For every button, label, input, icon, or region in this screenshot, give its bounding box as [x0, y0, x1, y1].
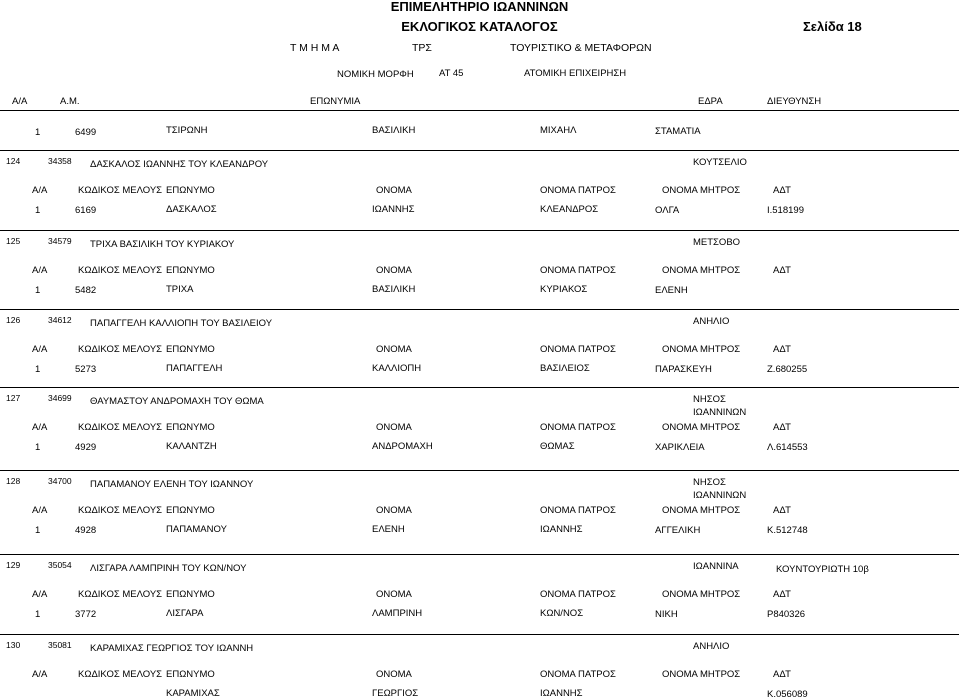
member-aa: 1: [35, 609, 41, 620]
record-edra-line2: ΙΩΑΝΝΙΝΩΝ: [693, 407, 747, 418]
member-col-name: ΟΝΟΜΑ: [376, 589, 412, 600]
member-col-mother: ΟΝΟΜΑ ΜΗΤΡΟΣ: [662, 422, 741, 433]
member-surname: ΚΑΛΑΝΤΖΗ: [166, 441, 217, 452]
record-edra: ΚΟΥΤΣΕΛΙΟ: [693, 157, 747, 168]
member-name: ΓΕΩΡΓΙΟΣ: [372, 688, 419, 699]
member-id-number: Λ.614553: [767, 442, 808, 453]
record-am: 34579: [48, 236, 72, 246]
member-id-number: Κ.512748: [767, 525, 808, 536]
member-aa: 1: [35, 285, 41, 296]
member-code: 6169: [75, 205, 97, 216]
member-surname: ΛΙΣΓΑΡΑ: [166, 608, 204, 619]
member-col-code: ΚΩΔΙΚΟΣ ΜΕΛΟΥΣ: [78, 589, 163, 600]
member-surname: ΚΑΡΑΜΙΧΑΣ: [166, 688, 220, 699]
member-col-mother: ΟΝΟΜΑ ΜΗΤΡΟΣ: [662, 589, 741, 600]
member-aa: 1: [35, 364, 41, 375]
member-col-father: ΟΝΟΜΑ ΠΑΤΡΟΣ: [540, 344, 616, 355]
legal-form-name: ΑΤΟΜΙΚΗ ΕΠΙΧΕΙΡΗΣΗ: [524, 68, 627, 79]
record-aa: 130: [6, 640, 21, 650]
record-eponymia: ΠΑΠΑΜΑΝΟΥ ΕΛΕΝΗ ΤΟΥ ΙΩΑΝΝΟΥ: [90, 479, 254, 490]
member-col-aa: Α/Α: [32, 669, 48, 680]
legal-form-code: ΑΤ 45: [439, 68, 464, 79]
record-aa: 126: [6, 315, 21, 325]
record-edra: ΑΝΗΛΙΟ: [693, 316, 730, 327]
member-father: ΙΩΑΝΝΗΣ: [540, 688, 583, 699]
record-am: 35081: [48, 640, 72, 650]
member-mother: ΑΓΓΕΛΙΚΗ: [655, 525, 701, 536]
member-col-mother: ΟΝΟΜΑ ΜΗΤΡΟΣ: [662, 505, 741, 516]
record-eponymia: ΛΙΣΓΑΡΑ ΛΑΜΠΡΙΝΗ ΤΟΥ ΚΩΝ/ΝΟΥ: [90, 563, 247, 574]
member-col-code: ΚΩΔΙΚΟΣ ΜΕΛΟΥΣ: [78, 185, 163, 196]
member-code: 4929: [75, 442, 97, 453]
member-aa: 1: [35, 442, 41, 453]
member-col-mother: ΟΝΟΜΑ ΜΗΤΡΟΣ: [662, 344, 741, 355]
member-mother: ΝΙΚΗ: [655, 609, 678, 620]
member-mother: ΣΤΑΜΑΤΙΑ: [655, 126, 701, 137]
member-father: ΚΥΡΙΑΚΟΣ: [540, 284, 588, 295]
member-col-surname: ΕΠΩΝΥΜΟ: [166, 185, 215, 196]
member-code: 5273: [75, 364, 97, 375]
record-divider: [0, 150, 959, 151]
member-code: 6499: [75, 127, 97, 138]
member-col-father: ΟΝΟΜΑ ΠΑΤΡΟΣ: [540, 589, 616, 600]
record-edra-line2: ΙΩΑΝΝΙΝΩΝ: [693, 490, 747, 501]
section-label: Τ Μ Η Μ Α: [290, 42, 340, 54]
col-eponymia: ΕΠΩΝΥΜΙΑ: [310, 96, 361, 107]
record-am: 34699: [48, 393, 72, 403]
member-aa: 1: [35, 127, 41, 138]
member-code: 3772: [75, 609, 97, 620]
member-col-surname: ΕΠΩΝΥΜΟ: [166, 265, 215, 276]
member-col-aa: Α/Α: [32, 185, 48, 196]
record-address: ΚΟΥΝΤΟΥΡΙΩΤΗ 10β: [776, 564, 869, 575]
member-id-number: Κ.056089: [767, 689, 808, 700]
record-edra: ΝΗΣΟΣ: [693, 394, 726, 405]
member-col-id: ΑΔΤ: [773, 344, 791, 355]
record-eponymia: ΤΡΙΧΑ ΒΑΣΙΛΙΚΗ ΤΟΥ ΚΥΡΙΑΚΟΥ: [90, 239, 235, 250]
member-col-code: ΚΩΔΙΚΟΣ ΜΕΛΟΥΣ: [78, 344, 163, 355]
member-col-code: ΚΩΔΙΚΟΣ ΜΕΛΟΥΣ: [78, 422, 163, 433]
member-code: 4928: [75, 525, 97, 536]
member-surname: ΤΣΙΡΩΝΗ: [166, 125, 208, 136]
member-surname: ΤΡΙΧΑ: [166, 284, 194, 295]
member-name: ΑΝΔΡΟΜΑΧΗ: [372, 441, 433, 452]
record-aa: 125: [6, 236, 21, 246]
member-mother: ΟΛΓΑ: [655, 205, 680, 216]
member-col-name: ΟΝΟΜΑ: [376, 505, 412, 516]
record-edra: ΜΕΤΣΟΒΟ: [693, 237, 741, 248]
legal-form-label: ΝΟΜΙΚΗ ΜΟΡΦΗ: [337, 69, 414, 80]
member-col-aa: Α/Α: [32, 589, 48, 600]
member-col-surname: ΕΠΩΝΥΜΟ: [166, 669, 215, 680]
col-aa: Α/Α: [12, 96, 28, 107]
member-name: ΕΛΕΝΗ: [372, 524, 405, 535]
record-divider: [0, 230, 959, 231]
page-number: Σελίδα 18: [803, 19, 862, 34]
record-divider: [0, 470, 959, 471]
record-aa: 128: [6, 476, 21, 486]
member-name: ΛΑΜΠΡΙΝΗ: [372, 608, 423, 619]
member-aa: 1: [35, 525, 41, 536]
member-col-code: ΚΩΔΙΚΟΣ ΜΕΛΟΥΣ: [78, 265, 163, 276]
member-name: ΒΑΣΙΛΙΚΗ: [372, 125, 416, 136]
member-id-number: Ρ840326: [767, 609, 806, 620]
record-edra: ΝΗΣΟΣ: [693, 477, 726, 488]
member-father: ΜΙΧΑΗΛ: [540, 125, 577, 136]
member-aa: 1: [35, 205, 41, 216]
member-col-surname: ΕΠΩΝΥΜΟ: [166, 344, 215, 355]
member-col-surname: ΕΠΩΝΥΜΟ: [166, 422, 215, 433]
member-mother: ΧΑΡΙΚΛΕΙΑ: [655, 442, 705, 453]
record-aa: 129: [6, 560, 21, 570]
member-father: ΚΩΝ/ΝΟΣ: [540, 608, 584, 619]
section-code: ΤΡΣ: [412, 42, 432, 54]
catalog-title: ΕΚΛΟΓΙΚΟΣ ΚΑΤΑΛΟΓΟΣ: [401, 19, 558, 34]
record-eponymia: ΘΑΥΜΑΣΤΟΥ ΑΝΔΡΟΜΑΧΗ ΤΟΥ ΘΩΜΑ: [90, 396, 264, 407]
col-am: Α.Μ.: [60, 96, 80, 107]
member-col-name: ΟΝΟΜΑ: [376, 669, 412, 680]
member-surname: ΠΑΠΑΓΓΕΛΗ: [166, 363, 223, 374]
member-mother: ΠΑΡΑΣΚΕΥΗ: [655, 364, 712, 375]
member-col-id: ΑΔΤ: [773, 505, 791, 516]
member-col-father: ΟΝΟΜΑ ΠΑΤΡΟΣ: [540, 669, 616, 680]
member-code: 5482: [75, 285, 97, 296]
member-name: ΚΑΛΛΙΟΠΗ: [372, 363, 422, 374]
member-father: ΘΩΜΑΣ: [540, 441, 575, 452]
member-surname: ΔΑΣΚΑΛΟΣ: [166, 204, 217, 215]
record-divider: [0, 554, 959, 555]
member-col-aa: Α/Α: [32, 344, 48, 355]
header-divider: [0, 110, 959, 111]
record-divider: [0, 634, 959, 635]
member-col-mother: ΟΝΟΜΑ ΜΗΤΡΟΣ: [662, 669, 741, 680]
member-col-aa: Α/Α: [32, 265, 48, 276]
member-name: ΒΑΣΙΛΙΚΗ: [372, 284, 416, 295]
member-col-father: ΟΝΟΜΑ ΠΑΤΡΟΣ: [540, 185, 616, 196]
member-col-aa: Α/Α: [32, 505, 48, 516]
chamber-title: ΕΠΙΜΕΛΗΤΗΡΙΟ ΙΩΑΝΝΙΝΩΝ: [390, 0, 569, 14]
member-col-name: ΟΝΟΜΑ: [376, 265, 412, 276]
record-aa: 124: [6, 156, 21, 166]
member-col-aa: Α/Α: [32, 422, 48, 433]
record-divider: [0, 387, 959, 388]
member-col-id: ΑΔΤ: [773, 265, 791, 276]
member-surname: ΠΑΠΑΜΑΝΟΥ: [166, 524, 227, 535]
member-col-father: ΟΝΟΜΑ ΠΑΤΡΟΣ: [540, 422, 616, 433]
record-am: 34700: [48, 476, 72, 486]
record-aa: 127: [6, 393, 21, 403]
record-edra: ΑΝΗΛΙΟ: [693, 641, 730, 652]
member-id-number: Ζ.680255: [767, 364, 808, 375]
member-col-id: ΑΔΤ: [773, 589, 791, 600]
member-name: ΙΩΑΝΝΗΣ: [372, 204, 415, 215]
record-edra: ΙΩΑΝΝΙΝΑ: [693, 561, 739, 572]
member-col-father: ΟΝΟΜΑ ΠΑΤΡΟΣ: [540, 265, 616, 276]
member-father: ΒΑΣΙΛΕΙΟΣ: [540, 363, 590, 374]
member-col-name: ΟΝΟΜΑ: [376, 344, 412, 355]
record-am: 34612: [48, 315, 72, 325]
member-father: ΚΛΕΑΝΔΡΟΣ: [540, 204, 599, 215]
member-col-mother: ΟΝΟΜΑ ΜΗΤΡΟΣ: [662, 185, 741, 196]
member-col-name: ΟΝΟΜΑ: [376, 422, 412, 433]
record-eponymia: ΠΑΠΑΓΓΕΛΗ ΚΑΛΛΙΟΠΗ ΤΟΥ ΒΑΣΙΛΕΙΟΥ: [90, 318, 273, 329]
member-col-father: ΟΝΟΜΑ ΠΑΤΡΟΣ: [540, 505, 616, 516]
col-edra: ΕΔΡΑ: [698, 96, 723, 107]
member-col-mother: ΟΝΟΜΑ ΜΗΤΡΟΣ: [662, 265, 741, 276]
member-col-id: ΑΔΤ: [773, 185, 791, 196]
member-father: ΙΩΑΝΝΗΣ: [540, 524, 583, 535]
member-col-surname: ΕΠΩΝΥΜΟ: [166, 505, 215, 516]
member-col-name: ΟΝΟΜΑ: [376, 185, 412, 196]
member-col-code: ΚΩΔΙΚΟΣ ΜΕΛΟΥΣ: [78, 505, 163, 516]
col-dieuthinsi: ΔΙΕΥΘΥΝΣΗ: [767, 96, 822, 107]
member-col-id: ΑΔΤ: [773, 422, 791, 433]
member-col-id: ΑΔΤ: [773, 669, 791, 680]
member-mother: ΕΛΕΝΗ: [655, 285, 688, 296]
record-am: 35054: [48, 560, 72, 570]
record-eponymia: ΔΑΣΚΑΛΟΣ ΙΩΑΝΝΗΣ ΤΟΥ ΚΛΕΑΝΔΡΟΥ: [90, 159, 269, 170]
record-am: 34358: [48, 156, 72, 166]
member-col-code: ΚΩΔΙΚΟΣ ΜΕΛΟΥΣ: [78, 669, 163, 680]
member-col-surname: ΕΠΩΝΥΜΟ: [166, 589, 215, 600]
member-id-number: Ι.518199: [767, 205, 804, 216]
record-eponymia: ΚΑΡΑΜΙΧΑΣ ΓΕΩΡΓΙΟΣ ΤΟΥ ΙΩΑΝΝΗ: [90, 643, 254, 654]
section-name: ΤΟΥΡΙΣΤΙΚΟ & ΜΕΤΑΦΟΡΩΝ: [510, 42, 652, 54]
record-divider: [0, 309, 959, 310]
